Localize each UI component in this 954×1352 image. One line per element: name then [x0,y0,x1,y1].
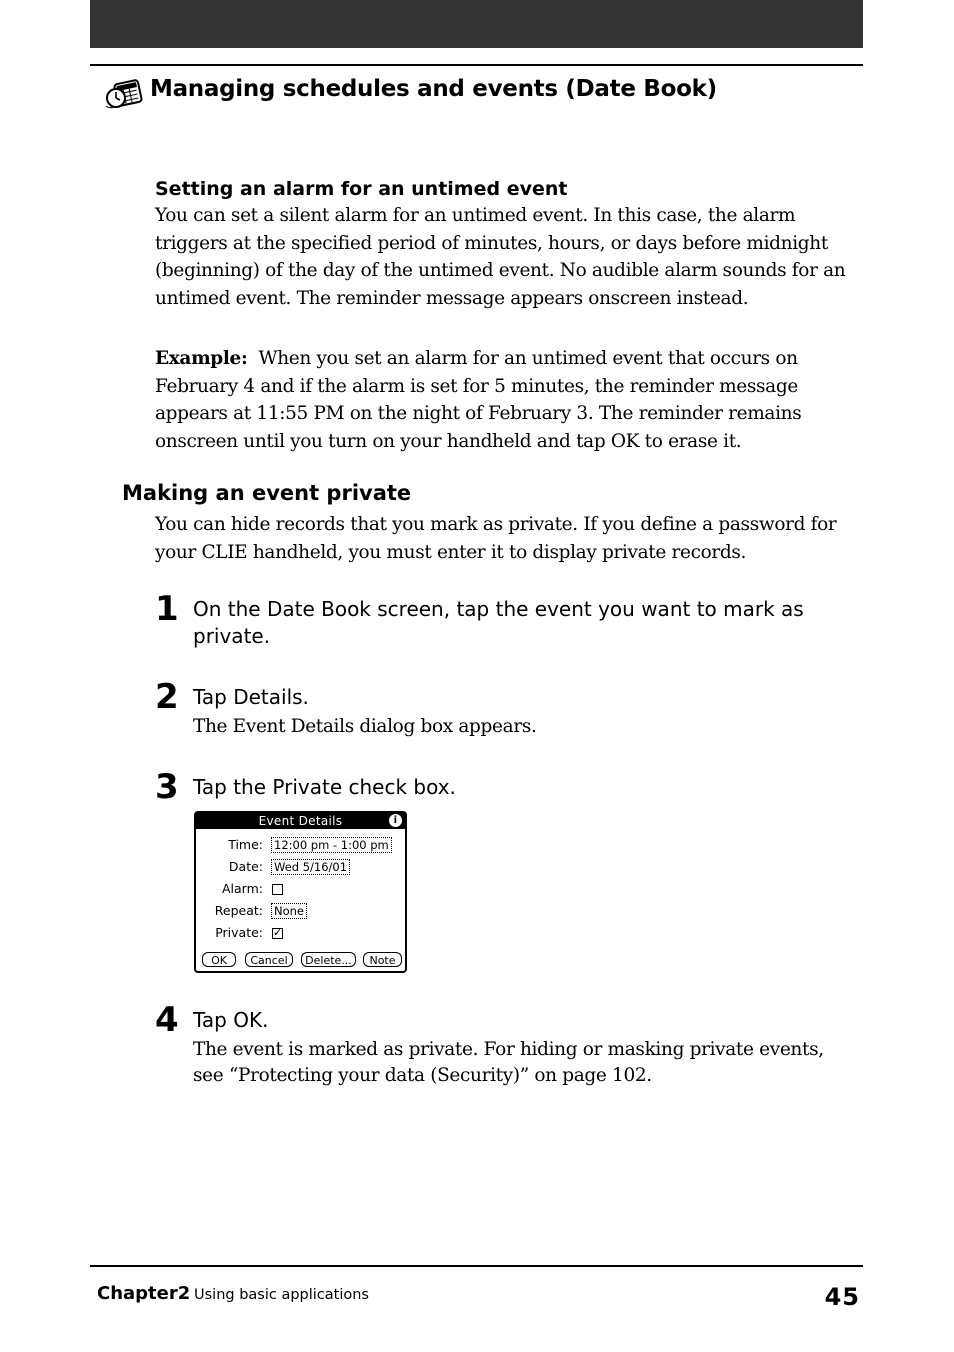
step-number: 2 [155,677,179,717]
step-subtext: The Event Details dialog box appears. [193,716,537,737]
private-label: Private: [215,925,263,940]
dialog-title-bar [196,813,405,829]
footer-chapter-title: Using basic applications [194,1287,369,1303]
alarm-section-heading: Setting an alarm for an untimed event [155,178,568,200]
step-text: Tap the Private check box. [193,775,456,799]
repeat-field[interactable]: None [271,903,307,919]
footer-rule [90,1265,863,1267]
step-text: Tap Details. [193,685,309,709]
ok-button[interactable]: OK [202,952,236,967]
private-checkbox[interactable]: ✓ [273,926,283,939]
example-text: When you set an alarm for an untimed event that occurs on February 4 and if the alarm is set for 5 minutes, the reminder message appears at 11:55 PM on the night of February 3. The reminder remains onscreen until you turn on your handheld and tap OK to erase it. [155,348,802,452]
time-field[interactable]: 12:00 pm - 1:00 pm [271,837,392,853]
example-label: Example: [155,348,248,369]
date-field[interactable]: Wed 5/16/01 [271,859,350,875]
step-number: 4 [155,1000,179,1040]
alarm-section-body: You can set a silent alarm for an untimed event. In this case, the alarm triggers at the specified period of minutes, hours, or days before midnight (beginning) of the day of the untimed event. No audible alarm sounds for an untimed event. The reminder message appears onscreen instead. [155,205,846,309]
header-rule [90,64,863,66]
time-label: Time: [228,837,263,852]
step-subtext: The event is marked as private. For hiding or masking private events, see “Protecting your data (Security)” on page 102. [193,1039,824,1086]
step-number: 3 [155,767,179,807]
delete-button[interactable]: Delete... [301,952,356,967]
step-text: Tap OK. [193,1008,269,1032]
page-number: 45 [824,1283,860,1311]
repeat-label: Repeat: [214,903,263,918]
example-paragraph [155,345,815,455]
step-number: 1 [155,589,179,629]
dialog-title: Event Details [258,814,343,828]
private-section-body: You can hide records that you mark as private. If you define a password for your CLIE handheld, you must enter it to display private records. [155,514,837,563]
date-book-icon [104,78,144,110]
header-bar [90,0,863,48]
cancel-button[interactable]: Cancel [245,952,293,967]
note-button[interactable]: Note [363,952,402,967]
alarm-checkbox[interactable] [272,884,283,895]
info-icon[interactable]: i [389,814,402,827]
step-text: On the Date Book screen, tap the event you want to mark as private. [193,597,804,648]
alarm-label: Alarm: [222,881,263,896]
event-details-dialog [194,811,407,973]
private-section-heading: Making an event private [122,481,412,505]
date-label: Date: [228,859,263,874]
footer-chapter: Chapter2 [97,1283,191,1304]
page-title: Managing schedules and events (Date Book) [150,76,717,102]
